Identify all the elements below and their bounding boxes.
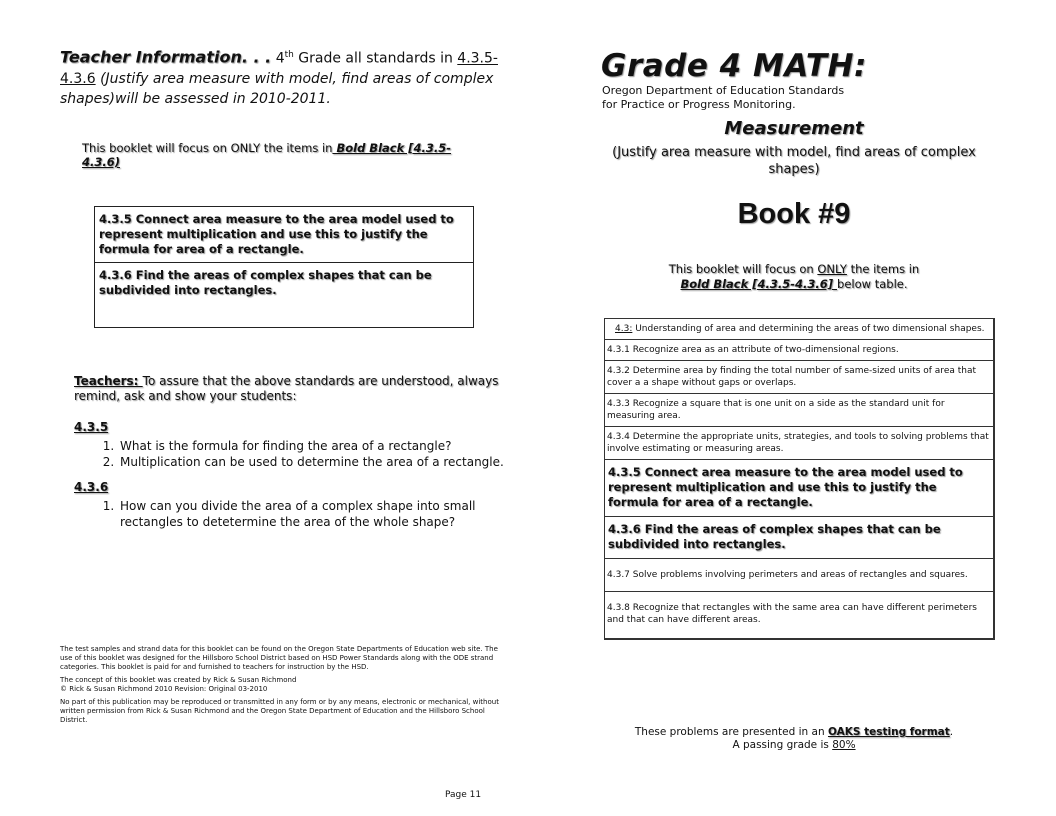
teacher-info-heading: Teacher Information. . .	[60, 47, 272, 67]
table-header-row	[605, 319, 993, 340]
oaks-note	[600, 726, 988, 752]
focus-left-bold: Bold Black [4.3.5-4.3.6)	[82, 141, 452, 169]
teachers-section	[74, 374, 514, 530]
fine-print-concept: The concept of this booklet was created by Rick & Susan Richmond	[60, 676, 297, 684]
grade-number: 4	[275, 50, 285, 67]
question-item: 1. How can you divide the area of a complex shape into small rectangles to detetermine the area of the whole shape?	[118, 498, 514, 530]
teachers-intro-text: To assure that the above standards are understood, always remind, ask and show your students:	[74, 374, 499, 403]
focus-note-left	[82, 141, 482, 169]
focus-left-prefix: This booklet will focus on ONLY the items in	[82, 141, 333, 155]
justify-text: (Justify area measure with model, find areas of complex shapes)	[60, 70, 494, 107]
passing-label: A passing grade is	[732, 739, 833, 751]
grade-text: Grade all standards in	[298, 50, 453, 67]
standards-table	[604, 318, 995, 640]
table-row: 4.3.8 Recognize that rectangles with the same area can have different perimeters and that can have different areas.	[607, 603, 977, 625]
fine-print-source: The test samples and strand data for this booklet can be found on the Oregon State Departments of Education web site. The use of this booklet was designed for the Hillsboro School District based on HSD Power Standards along with the ODE strand categories. This booklet is paid for and furnished to teachers for instruction by the HSD.	[60, 645, 498, 671]
standards-range: 4.3.5-4.3.6	[60, 50, 498, 87]
focus-right-mid: the items in	[846, 262, 920, 276]
oaks-suffix: .	[949, 726, 954, 738]
focus-right-only: ONLY	[817, 262, 847, 276]
table-header-code: 4.3:	[615, 324, 633, 334]
questions-4-3-6	[74, 498, 514, 530]
fine-print-copyright: © Rick & Susan Richmond 2010 Revision: Original 03-2010	[60, 685, 268, 693]
table-row-bold: 4.3.6 Find the areas of complex shapes that can be subdivided into rectangles.	[605, 517, 993, 559]
focus-note-right	[600, 262, 988, 292]
focus-right-suffix: below table.	[837, 277, 908, 291]
table-row-bold: 4.3.5 Connect area measure to the area model used to represent multiplication and use this to justify the formula for area of a rectangle.	[605, 460, 993, 517]
table-row: 4.3.4 Determine the appropriate units, strategies, and tools to solving problems that involve estimating or measuring areas.	[605, 427, 993, 460]
teachers-label: Teachers:	[74, 374, 143, 388]
page-number: Page 11	[445, 790, 482, 800]
section-code-4-3-6: 4.3.6	[74, 480, 109, 494]
oaks-prefix: These problems are presented in an	[634, 726, 828, 738]
measurement-heading: Measurement	[724, 118, 864, 139]
ode-subtitle	[602, 84, 882, 112]
ode-line-2: for Practice or Progress Monitoring.	[602, 98, 796, 111]
teachers-intro	[74, 374, 514, 404]
fine-print	[60, 645, 500, 729]
oaks-format: OAKS testing format	[827, 726, 950, 738]
assessed-text: will be assessed in 2010-2011.	[115, 90, 331, 107]
page-title: Grade 4 MATH:	[601, 48, 867, 84]
table-header-text: Understanding of area and determining the areas of two dimensional shapes.	[632, 324, 985, 334]
book-number: Book #9	[737, 198, 851, 230]
section-code-4-3-5: 4.3.5	[74, 420, 109, 434]
grade-suffix: th	[284, 50, 294, 60]
question-item: 1. What is the formula for finding the area of a rectangle?	[118, 438, 514, 454]
table-row: 4.3.1 Recognize area as an attribute of two-dimensional regions.	[605, 340, 993, 361]
measurement-subtitle: (Justify area measure with model, find areas of complex shapes)	[612, 145, 976, 177]
table-row: 4.3.3 Recognize a square that is one unit on a side as the standard unit for measuring area.	[605, 394, 993, 427]
focus-right-bold: Bold Black [4.3.5-4.3.6]	[680, 277, 838, 291]
table-row: 4.3.7 Solve problems involving perimeters and areas of rectangles and squares.	[605, 559, 993, 592]
standard-4-3-6: 4.3.6 Find the areas of complex shapes that can be subdivided into rectangles.	[95, 262, 473, 303]
standard-4-3-5: 4.3.5 Connect area measure to the area model used to represent multiplication and use this to justify the formula for area of a rectangle.	[99, 212, 454, 256]
teacher-information	[60, 45, 510, 109]
table-row: 4.3.2 Determine area by finding the total number of same-sized units of area that cover a a shape without gaps or overlaps.	[605, 361, 993, 394]
fine-print-rights: No part of this publication may be reproduced or transmitted in any form or by any means, electronic or mechanical, without written permission from Rick & Susan Richmond and the Oregon State Department of Education and the Hillsboro School District.	[60, 698, 499, 724]
question-item: 2. Multiplication can be used to determine the area of a rectangle.	[118, 454, 514, 470]
standards-box	[94, 206, 474, 328]
ode-line-1: Oregon Department of Education Standards	[602, 84, 845, 97]
questions-4-3-5	[74, 438, 514, 470]
passing-grade: 80%	[832, 739, 856, 751]
focus-right-prefix: This booklet will focus on	[668, 262, 818, 276]
